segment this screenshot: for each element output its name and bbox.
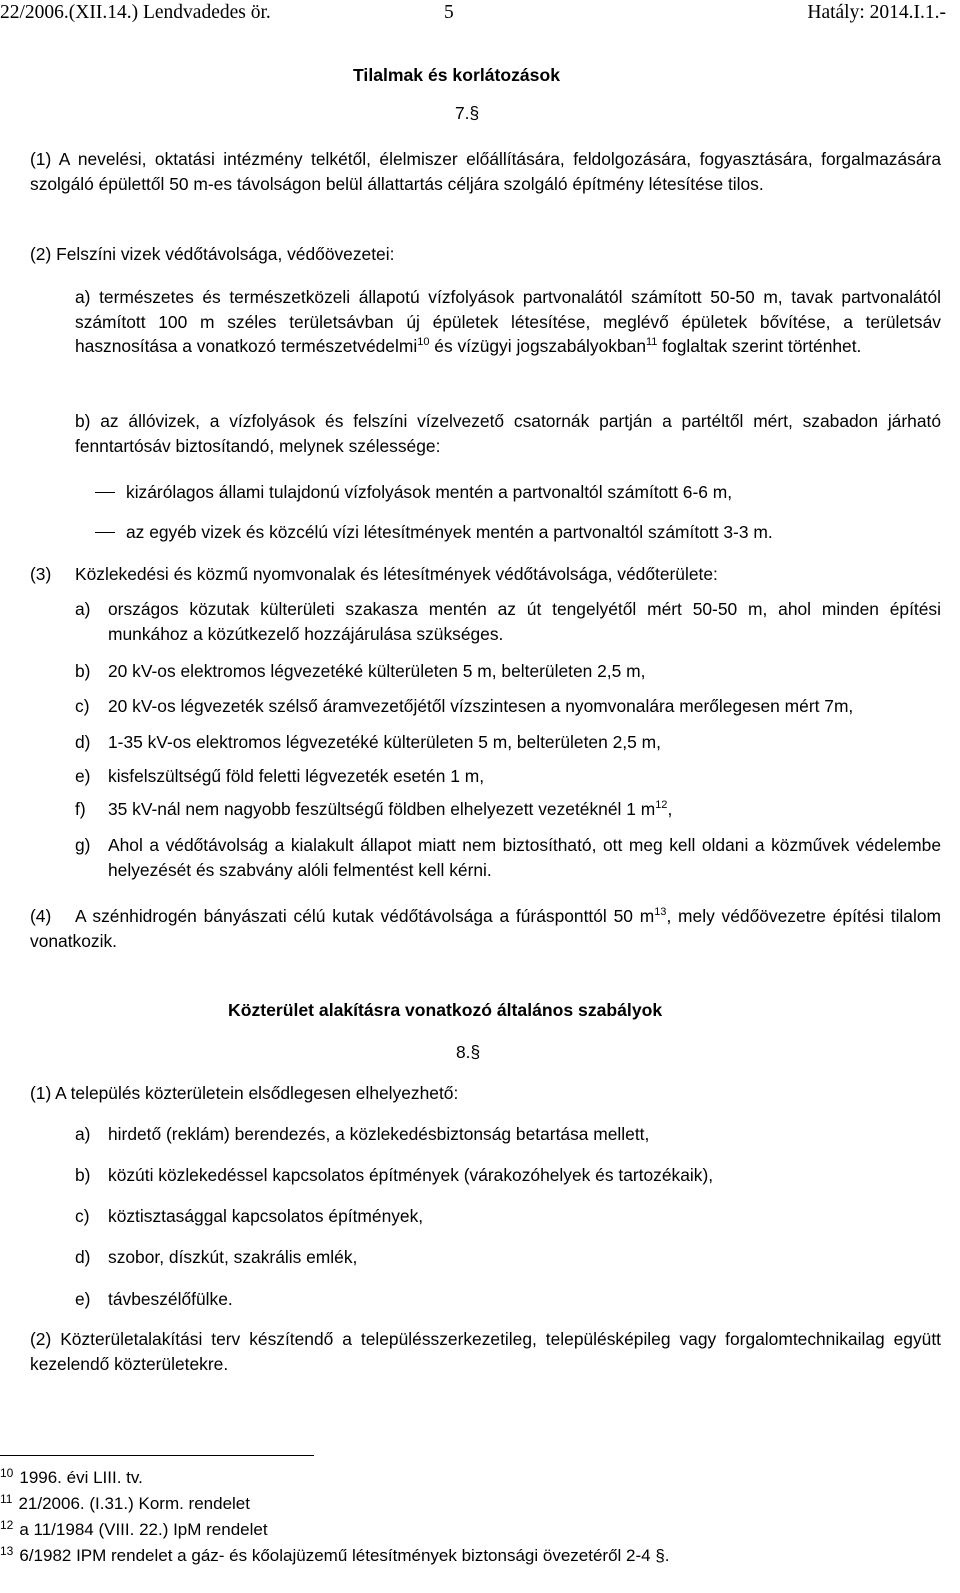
list-text-tail: , [667, 799, 673, 819]
dash-item-2: az egyéb vizek és közcélú vízi létesítmények mentén a partvonaltól számított 3-3 m. [126, 522, 773, 542]
list-label: c) [75, 1206, 90, 1226]
section-8-number: 8.§ [456, 1042, 481, 1062]
list-label: c) [75, 696, 90, 716]
footnote-text: 1996. évi LIII. tv. [19, 1468, 143, 1487]
header-regulation-id: 22/2006.(XII.14.) Lendvadedes ör. [0, 2, 271, 23]
section-8-paragraph-1: (1) A település közterületein elsődlegesen elhelyezhető: [30, 1083, 459, 1103]
section-7-paragraph-3-label: (3) [30, 564, 52, 584]
list-text: 20 kV-os elektromos légvezetéké külterületen 5 m, belterületen 2,5 m, [108, 661, 646, 681]
section-7-paragraph-1: (1) A nevelési, oktatási intézmény telkétől, élelmiszer előállítására, feldolgozására, fogyasztására, forgalmazására szolgáló épülettől 50 m-es távolságon belül állattartás céljára szolgáló építmény létesítése tilos. [30, 149, 941, 194]
list-label: d) [75, 732, 91, 752]
list-label: d) [75, 1247, 91, 1267]
list-label: b) [75, 1165, 91, 1185]
header-page-number: 5 [444, 2, 454, 23]
list-label: g) [75, 835, 91, 855]
footnote-ref-11: 11 [646, 336, 658, 348]
paragraph-4-tail: , mely védőövezetre építési tilalom vonatkozik. [30, 906, 941, 951]
section-7-paragraph-2b: b) az állóvizek, a vízfolyások és felszíni vízelvezető csatornák partján a partéltől mért, szabadon járható fenntartósáv biztosítandó, melynek szélessége: [75, 411, 941, 456]
footnote-ref-10: 10 [417, 336, 430, 348]
footnote-number: 11 [0, 1492, 13, 1506]
list-text: távbeszélőfülke. [108, 1289, 233, 1309]
list-label: f) [75, 799, 86, 819]
dash-item-1: kizárólagos állami tulajdonú vízfolyások mentén a partvonaltól számított 6-6 m, [126, 482, 733, 502]
footnote-11 [0, 1492, 250, 1517]
paragraph-4-main: A szénhidrogén bányászati célú kutak védőtávolsága a fúrásponttól 50 m [75, 906, 655, 926]
list-label: e) [75, 1289, 91, 1309]
footnote-number: 12 [0, 1518, 14, 1532]
footnote-number: 13 [0, 1544, 14, 1558]
list-text: Ahol a védőtávolság a kialakult állapot miatt nem biztosítható, ott meg kell oldani a közművek védelembe helyezését és szabvány alóli felmentést kell kérni. [108, 835, 941, 880]
section-8-title: Közterület alakításra vonatkozó általános szabályok [228, 1000, 663, 1020]
section-7-paragraph-2a [75, 285, 941, 359]
list-label: a) [75, 599, 91, 619]
list-text: köztisztasággal kapcsolatos építmények, [108, 1206, 424, 1226]
section-7-number: 7.§ [455, 103, 480, 123]
paragraph-4-label-inline: (4) [30, 906, 52, 926]
list-text-main: 35 kV-nál nem nagyobb feszültségű földben elhelyezett vezetéknél 1 m [108, 799, 656, 819]
list-label: e) [75, 766, 91, 786]
dash-bullet-1 [95, 492, 115, 493]
footnote-10 [0, 1466, 143, 1491]
paragraph-2a-end: foglaltak szerint történhet. [657, 336, 862, 356]
list-text: 1-35 kV-os elektromos légvezetéké külterületen 5 m, belterületen 2,5 m, [108, 732, 661, 752]
list-text: 20 kV-os légvezeték szélső áramvezetőjétől vízszintesen a nyomvonalára merőlegesen mért 7m, [108, 696, 854, 716]
section-7-paragraph-2: (2) Felszíni vizek védőtávolsága, védőövezetei: [30, 244, 395, 264]
section-7-paragraph-4-text [30, 904, 941, 953]
footnote-text: 6/1982 IPM rendelet a gáz- és kőolajüzemű létesítmények biztonsági övezetéről 2-4 §. [19, 1546, 670, 1565]
list-text: hirdető (reklám) berendezés, a közlekedésbiztonság betartása mellett, [108, 1124, 650, 1144]
dash-bullet-2 [95, 532, 115, 533]
list-label: b) [75, 661, 91, 681]
list-text: közúti közlekedéssel kapcsolatos építmények (várakozóhelyek és tartozékaik), [108, 1165, 714, 1185]
footnote-ref-12: 12 [655, 799, 668, 811]
header-effective-date: Hatály: 2014.I.1.- [807, 2, 946, 23]
list-text: szobor, díszkút, szakrális emlék, [108, 1247, 358, 1267]
section-7-paragraph-3-text: Közlekedési és közmű nyomvonalak és létesítmények védőtávolsága, védőterülete: [75, 564, 718, 584]
paragraph-2a-mid: és vízügyi jogszabályokban [429, 336, 646, 356]
page-header [0, 1, 946, 25]
paragraph-2a-text: a) természetes és természetközeli állapotú vízfolyások partvonalától számított 50-50 m, tavak partvonalától számított 100 m széles területsávban új épületek létesítése, meglévő épületek bővítése, a területsáv hasznosítása a vonatkozó természetvédelmi [75, 287, 941, 356]
list-text [108, 797, 672, 822]
footnote-separator [0, 1455, 314, 1456]
footnote-13 [0, 1544, 670, 1569]
section-8-paragraph-2: (2) Közterületalakítási terv készítendő a településszerkezetileg, településképileg vagy forgalomtechnikailag együtt kezelendő közterületekre. [30, 1329, 941, 1374]
footnote-text: 21/2006. (I.31.) Korm. rendelet [18, 1494, 250, 1513]
footnote-ref-13: 13 [654, 906, 667, 918]
list-text: országos közutak külterületi szakasza mentén az út tengelyétől mért 50-50 m, ahol minden építési munkához a közútkezelő hozzájárulása szükséges. [108, 599, 941, 644]
list-label: a) [75, 1124, 91, 1144]
section-7-title: Tilalmak és korlátozások [353, 65, 560, 85]
list-text: kisfelszültségű föld feletti légvezeték esetén 1 m, [108, 766, 485, 786]
footnote-12 [0, 1518, 268, 1543]
footnote-text: a 11/1984 (VIII. 22.) IpM rendelet [19, 1520, 268, 1539]
footnote-number: 10 [0, 1466, 14, 1480]
